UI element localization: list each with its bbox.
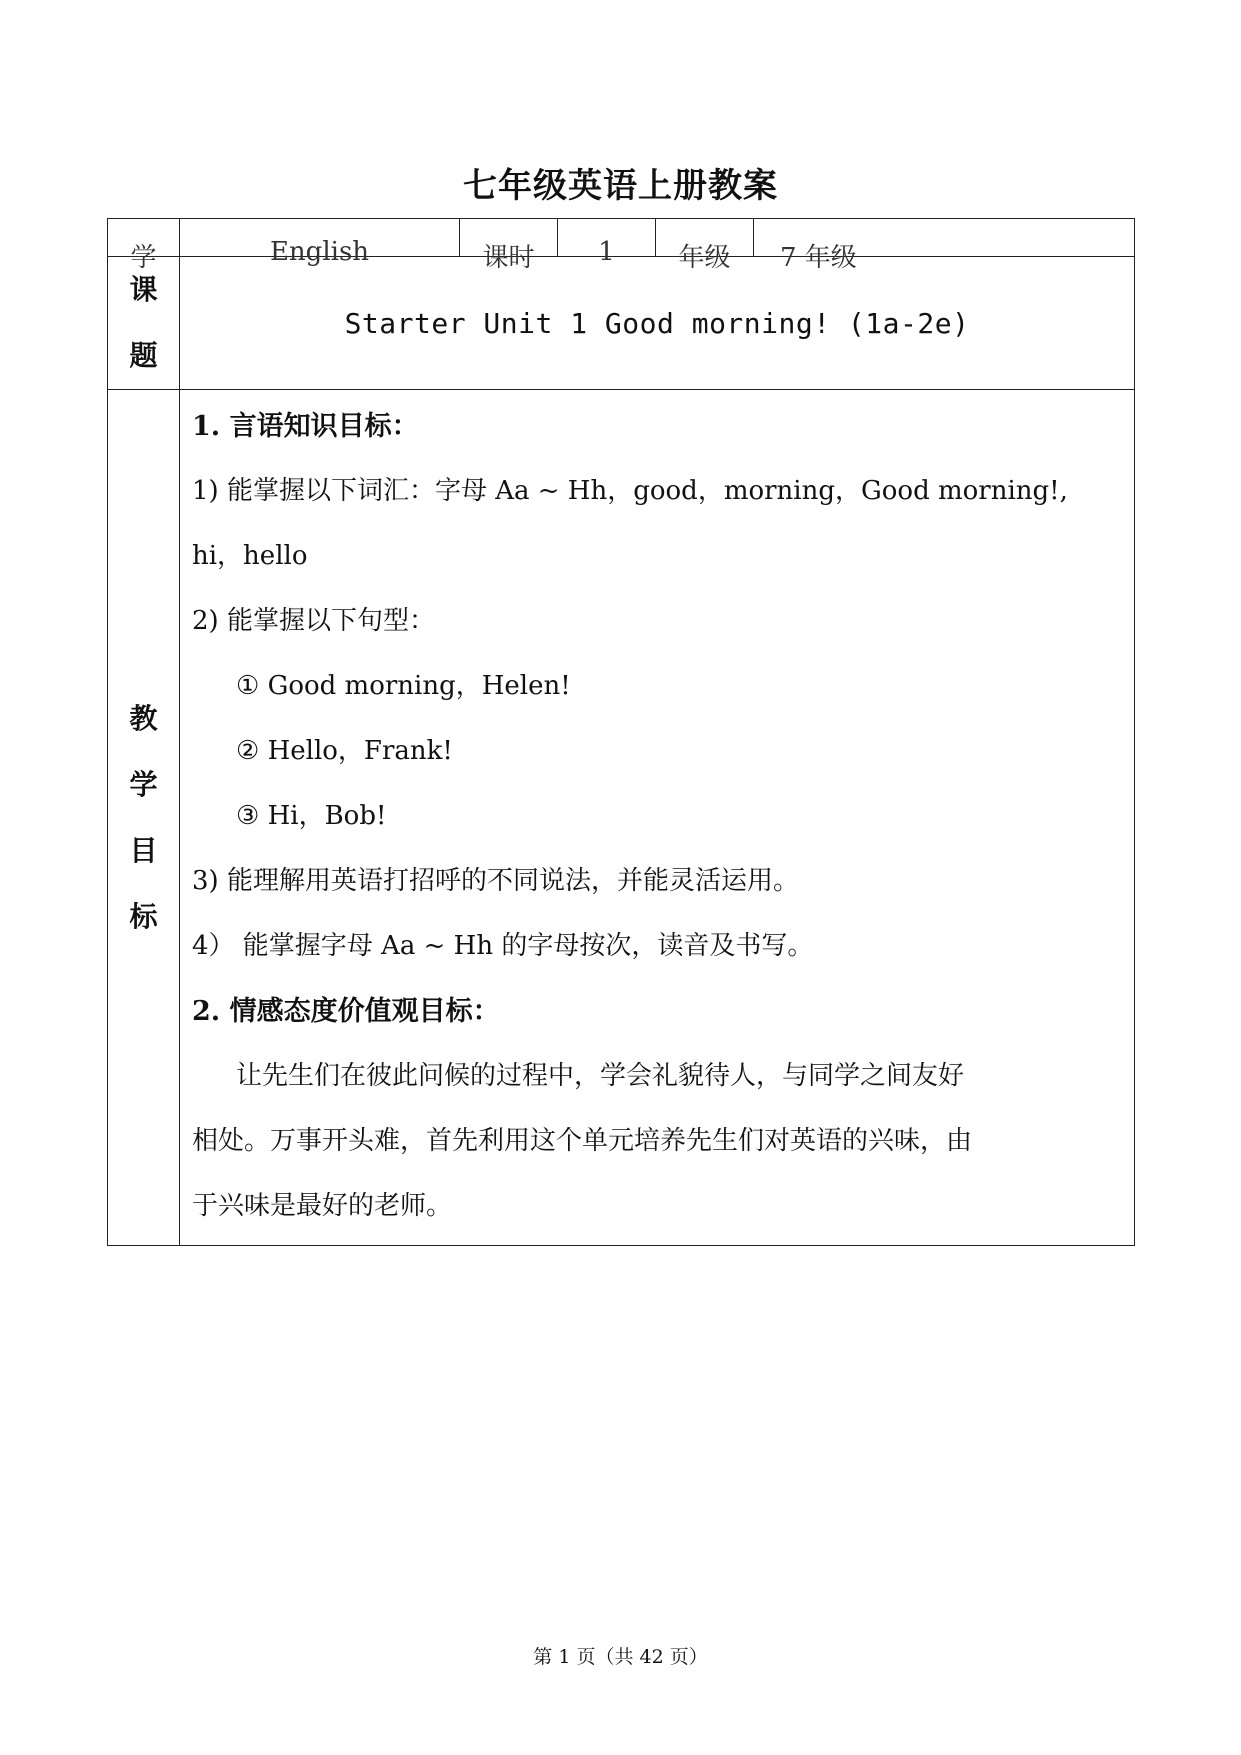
sentence-pattern: ① Good morning，Helen! bbox=[236, 671, 571, 701]
topic-label-char: 题 bbox=[129, 339, 158, 372]
objectives-label-char: 目 bbox=[129, 833, 158, 867]
grade-value: 7 年级 bbox=[780, 243, 857, 273]
objective-heading: 2. 情感态度价值观目标： bbox=[192, 996, 500, 1027]
header-row bbox=[108, 219, 1135, 257]
grade-label-cell bbox=[656, 219, 754, 273]
objectives-content bbox=[180, 390, 1135, 1246]
grade-value-cell bbox=[754, 219, 1135, 273]
objective-paragraph-line: 让先生们在彼此问候的过程中，学会礼貌待人，与同学之间友好 bbox=[236, 1061, 965, 1091]
objectives-row bbox=[108, 390, 1135, 1246]
objective-line: 3) 能理解用英语打招呼的不同说法，并能灵活运用。 bbox=[192, 866, 799, 896]
page-footer: 第 1 页（共 42 页） bbox=[533, 1646, 708, 1668]
objectives-label bbox=[108, 390, 180, 1246]
sentence-pattern: ② Hello，Frank! bbox=[236, 736, 453, 766]
objective-line: 2) 能掌握以下句型： bbox=[192, 606, 435, 636]
objective-line: 1) 能掌握以下词汇：字母 Aa ~ Hh，good，morning，Good morning!, bbox=[192, 476, 1068, 506]
subject-value-cell bbox=[180, 219, 460, 267]
objectives-label-char: 学 bbox=[129, 767, 158, 801]
period-label-cell bbox=[460, 219, 558, 273]
objective-paragraph-line: 相处。万事开头难，首先利用这个单元培养先生们对英语的兴味，由 bbox=[192, 1126, 973, 1156]
topic-label-char: 课 bbox=[129, 273, 158, 306]
objectives-label-char: 标 bbox=[129, 899, 158, 933]
objectives-label-char: 教 bbox=[129, 701, 158, 735]
grade-label: 年级 bbox=[678, 243, 731, 273]
period-value: 1 bbox=[598, 237, 615, 267]
lesson-plan-table bbox=[107, 218, 1135, 1246]
period-label: 课时 bbox=[482, 243, 535, 273]
objective-paragraph-line: 于兴味是最好的老师。 bbox=[192, 1191, 453, 1221]
subject-label: 学 bbox=[130, 243, 157, 273]
subject-label-cell bbox=[108, 219, 180, 273]
sentence-pattern: ③ Hi，Bob! bbox=[236, 801, 387, 831]
page-title: 七年级英语上册教案 bbox=[463, 166, 778, 206]
topic-value: Starter Unit 1 Good morning! (1a-2e) bbox=[180, 257, 1135, 390]
subject-value: English bbox=[269, 237, 370, 267]
topic-row bbox=[108, 257, 1135, 390]
objective-heading: 1. 言语知识目标： bbox=[192, 411, 419, 442]
topic-label bbox=[108, 257, 180, 390]
objective-line: 4） 能掌握字母 Aa ~ Hh 的字母按次，读音及书写。 bbox=[192, 931, 814, 961]
period-value-cell bbox=[558, 219, 656, 267]
objective-line: hi，hello bbox=[192, 541, 308, 571]
